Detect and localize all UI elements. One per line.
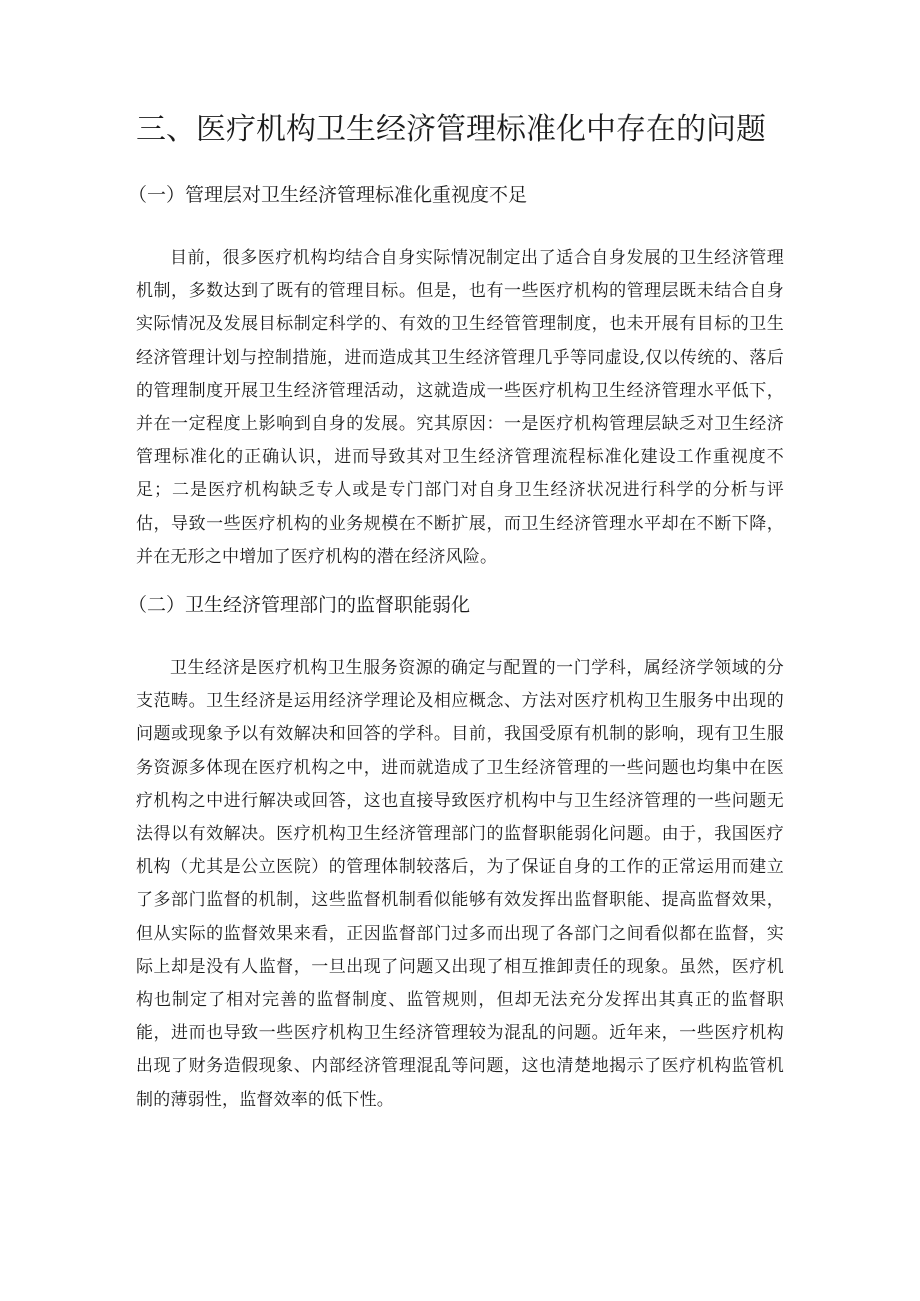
section-paragraph-2: 卫生经济是医疗机构卫生服务资源的确定与配置的一门学科，属经济学领域的分支范畴。卫生经济是运用经济学理论及相应概念、方法对医疗机构卫生服务中出现的问题或现象予以有效解决和回答的学科。目前，我国受原有机制的影响，现有卫生服务资源多体现在医疗机构之中，进而就造成了卫生经济管理的一些问题也均集中在医疗机构之中进行解决或回答，这也直接导致医疗机构中与卫生经济管理的一些问题无法得以有效解决。医疗机构卫生经济管理部门的监督职能弱化问题。由于，我国医疗机构（尤其是公立医院）的管理体制较落后，为了保证自身的工作的正常运用而建立了多部门监督的机制，这些监督机制看似能够有效发挥出监督职能、提高监督效果，但从实际的监督效果来看，正因监督部门过多而出现了各部门之间看似都在监督，实际上却是没有人监督，一旦出现了问题又出现了相互推卸责任的现象。虽然，医疗机构也制定了相对完善的监督制度、监管规则，但却无法充分发挥出其真正的监督职能，进而也导致一些医疗机构卫生经济管理较为混乱的问题。近年来，一些医疗机构出现了财务造假现象、内部经济管理混乱等问题，这也清楚地揭示了医疗机构监管机制的薄弱性，监督效率的低下性。: [136, 658, 784, 1110]
section-heading-1: （一）管理层对卫生经济管理标准化重视度不足: [128, 184, 528, 206]
page-title: 三、医疗机构卫生经济管理标准化中存在的问题: [136, 112, 766, 147]
section-1: [128, 178, 784, 574]
section-2: [128, 588, 784, 1117]
section-heading-2: （二）卫生经济管理部门的监督职能弱化: [128, 594, 471, 617]
section-paragraph-1: 目前，很多医疗机构均结合自身实际情况制定出了适合自身发展的卫生经济管理机制，多数达到了既有的管理目标。但是，也有一些医疗机构的管理层既未结合自身实际情况及发展目标制定科学的、有效的卫生经管管理制度，也未开展有目标的卫生经济管理计划与控制措施，进而造成其卫生经济管理几乎等同虚设,仅以传统的、落后的管理制度开展卫生经济管理活动，这就造成一些医疗机构卫生经济管理水平低下，并在一定程度上影响到自身的发展。究其原因：一是医疗机构管理层缺乏对卫生经济管理标准化的正确认识，进而导致其对卫生经济管理流程标准化建设工作重视度不足；二是医疗机构缺乏专人或是专门部门对自身卫生经济状况进行科学的分析与评估，导致一些医疗机构的业务规模在不断扩展，而卫生经济管理水平却在不断下降，并在无形之中增加了医疗机构的潜在经济风险。: [136, 248, 784, 567]
